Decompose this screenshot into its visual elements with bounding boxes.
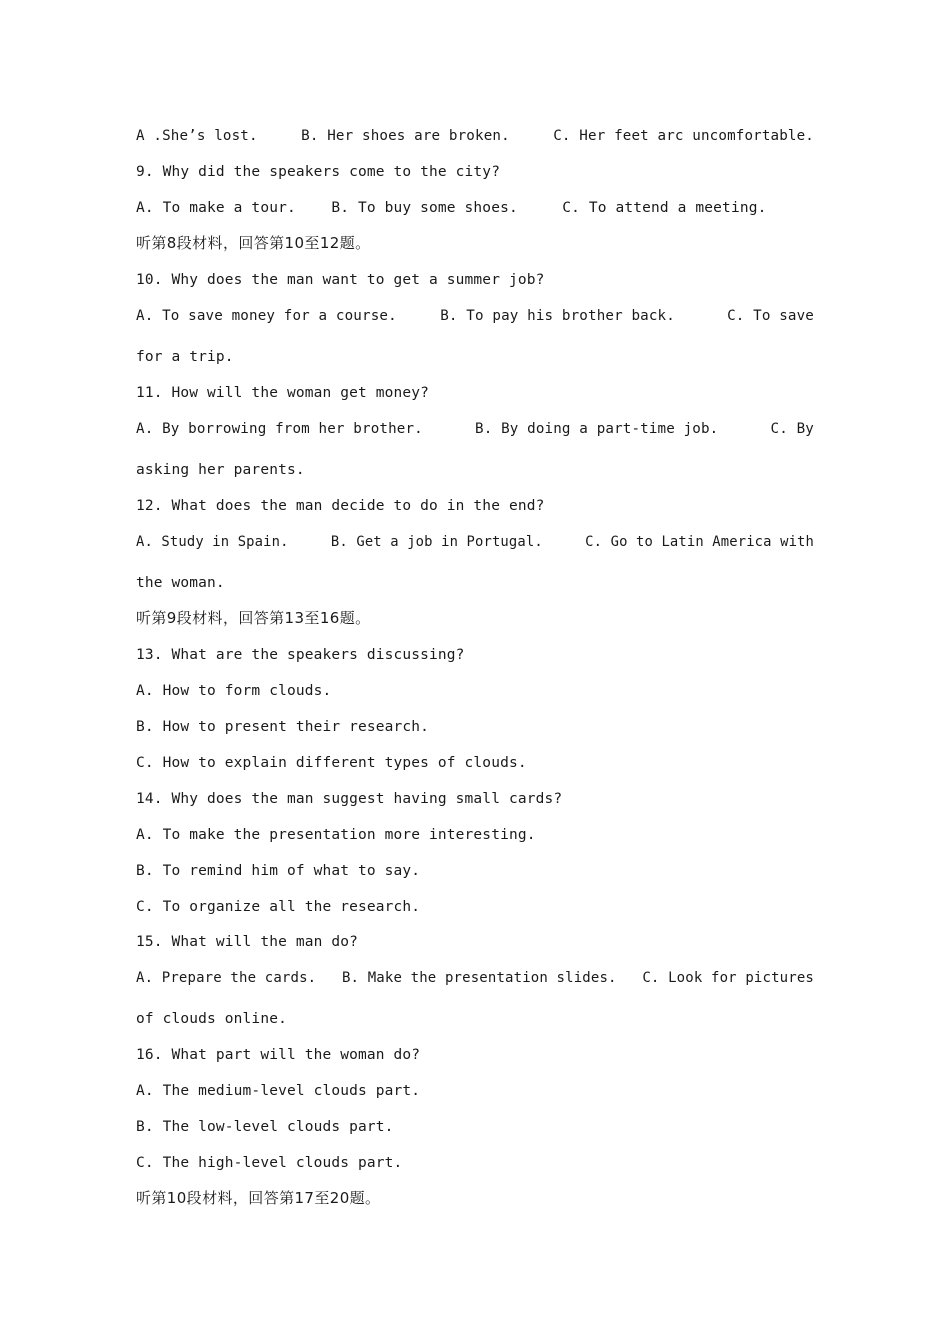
q13-option-c: C. How to explain different types of clouds.: [136, 755, 527, 771]
q14-option-c: C. To organize all the research.: [136, 899, 421, 915]
q12-question: 12. What does the man decide to do in the end?: [136, 498, 545, 514]
q9-options: A. To make a tour. B. To buy some shoes. C. To attend a meeting.: [136, 200, 767, 216]
q14-option-a: A. To make the presentation more interesting.: [136, 827, 536, 843]
section-10-instruction: 听第10段材料，回答第17至20题。: [136, 1189, 381, 1207]
q13-option-b: B. How to present their research.: [136, 719, 430, 735]
q16-option-b: B. The low-level clouds part.: [136, 1119, 394, 1135]
q16-question: 16. What part will the woman do?: [136, 1047, 421, 1063]
q15-question: 15. What will the man do?: [136, 934, 358, 950]
q14-option-b: B. To remind him of what to say.: [136, 863, 421, 879]
q13-option-a: A. How to form clouds.: [136, 683, 332, 699]
q14-question: 14. Why does the man suggest having small cards?: [136, 791, 563, 807]
section-9-instruction: 听第9段材料，回答第13至16题。: [136, 609, 371, 627]
q12-options-line2: the woman.: [136, 575, 225, 591]
q11-options-line1: A. By borrowing from her brother. B. By doing a part-time job. C. By: [136, 421, 814, 437]
section-8-instruction: 听第8段材料，回答第10至12题。: [136, 234, 371, 252]
q13-question: 13. What are the speakers discussing?: [136, 647, 465, 663]
q8-options: A .She’s lost. B. Her shoes are broken. C. Her feet arc uncomfortable.: [136, 128, 814, 144]
q15-options-line1: A. Prepare the cards. B. Make the presentation slides. C. Look for pictures: [136, 970, 814, 986]
q10-options-line1: A. To save money for a course. B. To pay his brother back. C. To save: [136, 308, 814, 324]
q16-option-c: C. The high-level clouds part.: [136, 1155, 403, 1171]
q12-options-line1: A. Study in Spain. B. Get a job in Portugal. C. Go to Latin America with: [136, 534, 814, 550]
q10-question: 10. Why does the man want to get a summer job?: [136, 272, 545, 288]
q16-option-a: A. The medium-level clouds part.: [136, 1083, 421, 1099]
q15-options-line2: of clouds online.: [136, 1011, 287, 1027]
q9-question: 9. Why did the speakers come to the city?: [136, 164, 501, 180]
q10-options-line2: for a trip.: [136, 349, 234, 365]
q11-options-line2: asking her parents.: [136, 462, 305, 478]
q11-question: 11. How will the woman get money?: [136, 385, 430, 401]
